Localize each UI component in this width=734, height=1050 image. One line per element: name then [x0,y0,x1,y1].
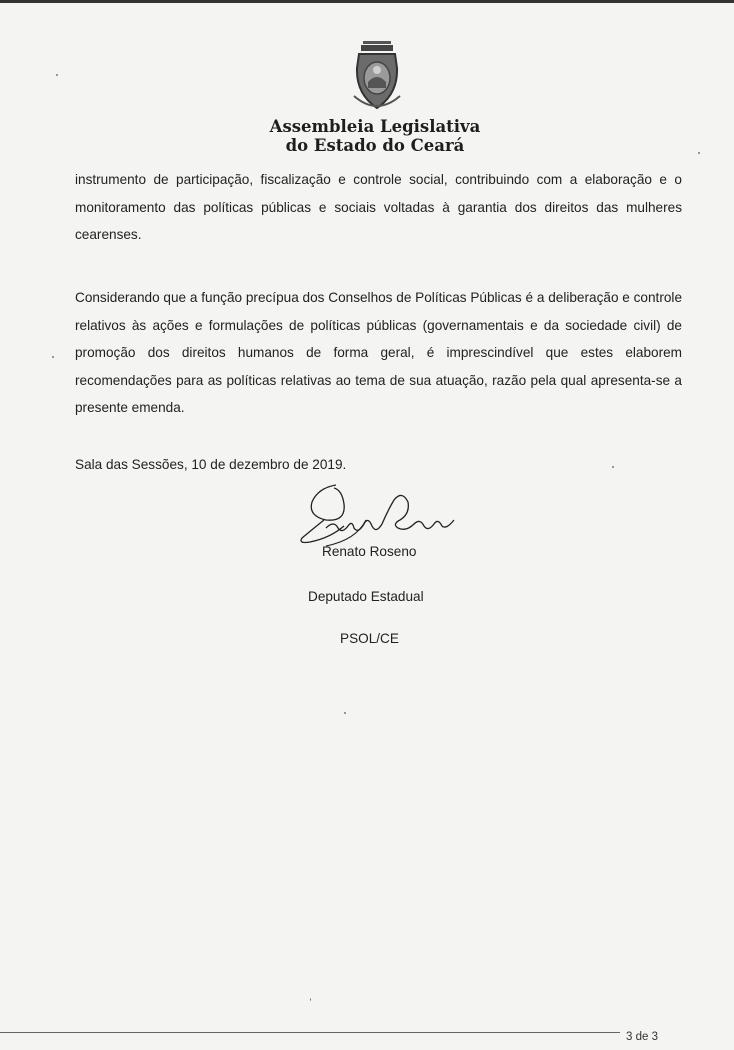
signer-party: PSOL/CE [340,631,399,646]
scan-speck [310,998,311,1001]
scan-speck [52,356,54,358]
institution-name [230,117,520,155]
top-scan-border [0,0,734,3]
scan-speck [698,152,700,154]
scan-speck [344,712,346,714]
signer-role: Deputado Estadual [308,589,424,604]
coat-of-arms-icon [350,38,404,114]
closing-line: Sala das Sessões, 10 de dezembro de 2019. [75,457,347,472]
scan-speck [612,466,614,468]
footer-rule [0,1032,620,1033]
body-paragraph-2: Considerando que a função precípua dos Conselhos de Políticas Públicas é a deliberação e controle relativos às ações e formulações de políticas públicas (governamentais e da sociedade civil) de promoção dos direitos humanos de forma geral, é imprescindível que estes elaborem recomendações para as políticas relativas ao tema de sua atuação, razão pela qual apresenta-se a presente emenda. [75,290,682,415]
signer-name: Renato Roseno [322,544,417,559]
institution-line-2: do Estado do Ceará [285,136,465,155]
scan-speck [56,74,58,76]
handwritten-signature [296,480,461,552]
institution-line-1: Assembleia Legislativa [269,117,481,136]
page-number: 3 de 3 [626,1031,658,1043]
body-paragraph-1: instrumento de participação, fiscalização e controle social, contribuindo com a elaboração e o monitoramento das políticas públicas e sociais voltadas à garantia dos direitos das mulheres cearenses. [75,172,682,242]
